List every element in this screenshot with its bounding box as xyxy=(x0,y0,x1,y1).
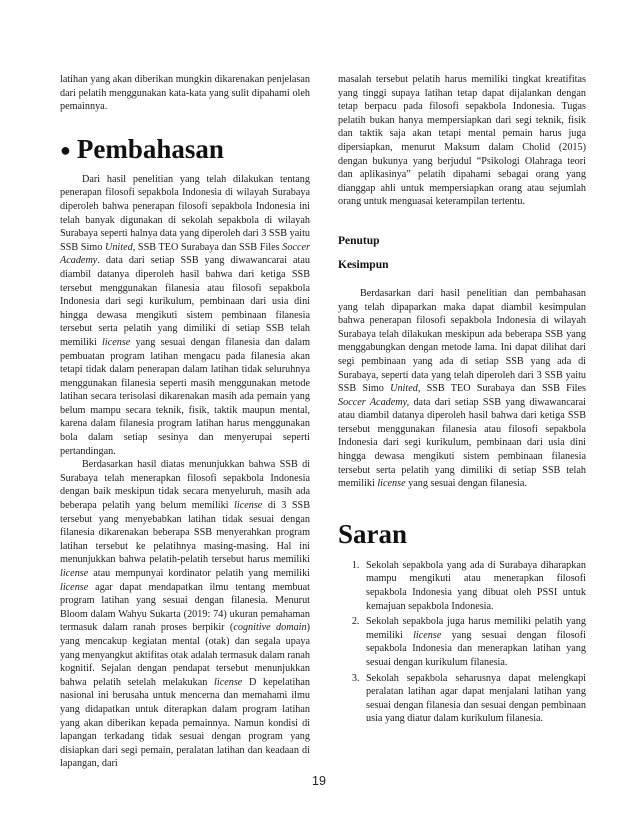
page-number: 19 xyxy=(312,774,326,788)
pembahasan-heading-text: Pembahasan xyxy=(76,133,224,164)
continued-paragraph: masalah tersebut pelatih harus memiliki tingkat kreatifitas yang tinggi supaya latihan tetap dapat dijalankan dengan tetap berpacu pada filosofi sepakbola Indonesia. Tugas pelatih bukan hanya mempersiapkan dari segi teknik, fisik dan taktik saja akan tetapi mental pemain harus juga dipersiapkan, menurut Maksum dalam Cholid (2015) dengan bukunya yang berjudul “Psikologi Olahraga teori dan aplikasinya” pelatih dipahami sebagai orang yang dianggap ahli untuk mempersiapkan orang atau sejumlah orang untuk menguasai keterampilan tertentu. xyxy=(338,74,586,208)
kesimpulan-paragraph: Berdasarkan dari hasil penelitian dan pembahasan yang telah dipaparkan maka dapat diambil kesimpulan bahwa penerapan filosofi sepakbola Indonesia di wilayah Surabaya telah dilakukan meskipun ada beberapa SSB yang menggabungkan dengan metode lama. Ini dapat dilihat dari segi pembinaan yang ada di setiap SSB yang ada di Surabaya, seperti data yang telah diperoleh dari 3 SSB yaitu SSB Simo United, SSB TEO Surabaya dan SSB Files Soccer Academy, data dari setiap SSB yang diwawancarai atau diambil datanya diperoleh hasil bahwa dari ketiga SSB tersebut menggunakan filanesia atau filosofi sepakbola Indonesia dari segi kurikulum, pembinaan dari usia dini hingga dewasa mengikuti sistem pembinaan filanesia tersebut serta pelatih yang dimiliki di setiap SSB telah memiliki license yang sesuai dengan filanesia. xyxy=(338,287,586,490)
saran-list xyxy=(338,559,586,726)
saran-item-1: 1. Sekolah sepakbola yang ada di Surabaya diharapkan mampu mengikuti atau menerapkan filosofi sepakbola Indonesia yang dibuat oleh PSSI untuk kemajuan sepakbola Indonesia. xyxy=(362,559,586,613)
saran-heading xyxy=(338,519,586,549)
saran-item-3: 3. Sekolah sepakbola seharusnya dapat melengkapi peralatan latihan agar dapat menjalani latihan yang sesuai dengan filanesia dan sesuai dengan pembinaan usia yang diatur dalam kurikulum filanesia. xyxy=(362,672,586,726)
pembahasan-paragraph-2: Berdasarkan hasil diatas menunjukkan bahwa SSB di Surabaya telah menerapkan filosofi sepakbola Indonesia dengan baik meskipun tidak secara menyeluruh, masih ada beberapa pelatih yang belum memiliki license di 3 SSB tersebut yang menyebabkan latihan tidak sesuai dengan filanesia dikarenakan beberapa SSB menyerahkan program latihan tersebut ke pelatihnya masing-masing. Hal ini menunjukkan bahwa pelatih-pelatih tersebut harus memiliki license atau mempunyai kordinator pelatih yang memiliki license agar dapat mendapatkan ilmu tentang membuat program latihan yang sesuai dengan filanesia. Menurut Bloom dalam Wahyu Sukarta (2019: 74) ukuran pemahaman termasuk dalam ranah proses berpikir (cognitive domain) yang mencakup kegiatan mental (otak) dan segala upaya yang menyangkut aktifitas otak adalah termasuk dalam ranah kognitif. Sejalan dengan pendapat tersebut menunjukkan bahwa pelatih setelah melakukan license D kepelatihan nasional ini berusaha untuk mencerna dan memahami ilmu yang didapatkan untuk diterapkan dalam program latihan yang akan diberikan kepada pemainnya. Namun kondisi di lapangan terkadang tidak sesuai dengan program yang disiapkan dari segi pemain, peralatan latihan dan keadaan di lapangan, dari xyxy=(60,459,311,770)
pembahasan-paragraph-1: Dari hasil penelitian yang telah dilakukan tentang penerapan filosofi sepakbola Indonesia di wilayah Surabaya diperoleh bahwa penerapan filosofi sepakbola Indonesia ini telah banyak digunakan di sekolah sepakbola di wilayah Surabaya seperti halnya data yang diperoleh dari 3 SSB yaitu SSB Simo United, SSB TEO Surabaya dan SSB Files Soccer Academy. data dari setiap SSB yang diwawancarai atau diambil datanya diperoleh hasil bahwa dari ketiga SSB tersebut menggunakan filanesia atau filosofi sepakbola Indonesia dari segi kurikulum, pembinaan dari usia dini hingga dewasa mengikuti sistem pembinaan filanesia tersebut serta pelatih yang dimiliki di setiap SSB telah memiliki license yang sesuai dengan filanesia dan dalam pembuatan program latihan mengacu pada filanesia akan tetapi tidak dalam penerapan dalam latihan tidak seluruhnya menggunakan filanesia seperti masih menggunakan metode latihan secara terisolasi dikarenakan masih ada pemain yang belum mampu secara teknik, fisik, taktik maupun mental, karena dalam filanesia program latihan harus menggunakan bola dalam setiap sesinya dan menyerupai seperti pertandingan. xyxy=(60,173,310,457)
bullet-icon: ● xyxy=(60,139,71,160)
left-column xyxy=(60,73,310,771)
pembahasan-heading xyxy=(60,134,310,167)
penutup-heading: Penutup xyxy=(338,234,380,247)
saran-heading-text: Saran xyxy=(338,518,408,549)
saran-item-2: 2. Sekolah sepakbola juga harus memiliki pelatih yang memiliki license yang sesuai dengan filosofi sepakbola Indonesia dan menerapkan latihan yang sesuai dengan kurikulum filanesia. xyxy=(362,615,586,669)
kesimpulan-heading: Kesimpun xyxy=(338,258,389,271)
right-column xyxy=(338,73,586,728)
intro-paragraph: latihan yang akan diberikan mungkin dikarenakan penjelasan dari pelatih menggunakan kata-kata yang sulit dipahami oleh pemainnya. xyxy=(60,74,310,113)
